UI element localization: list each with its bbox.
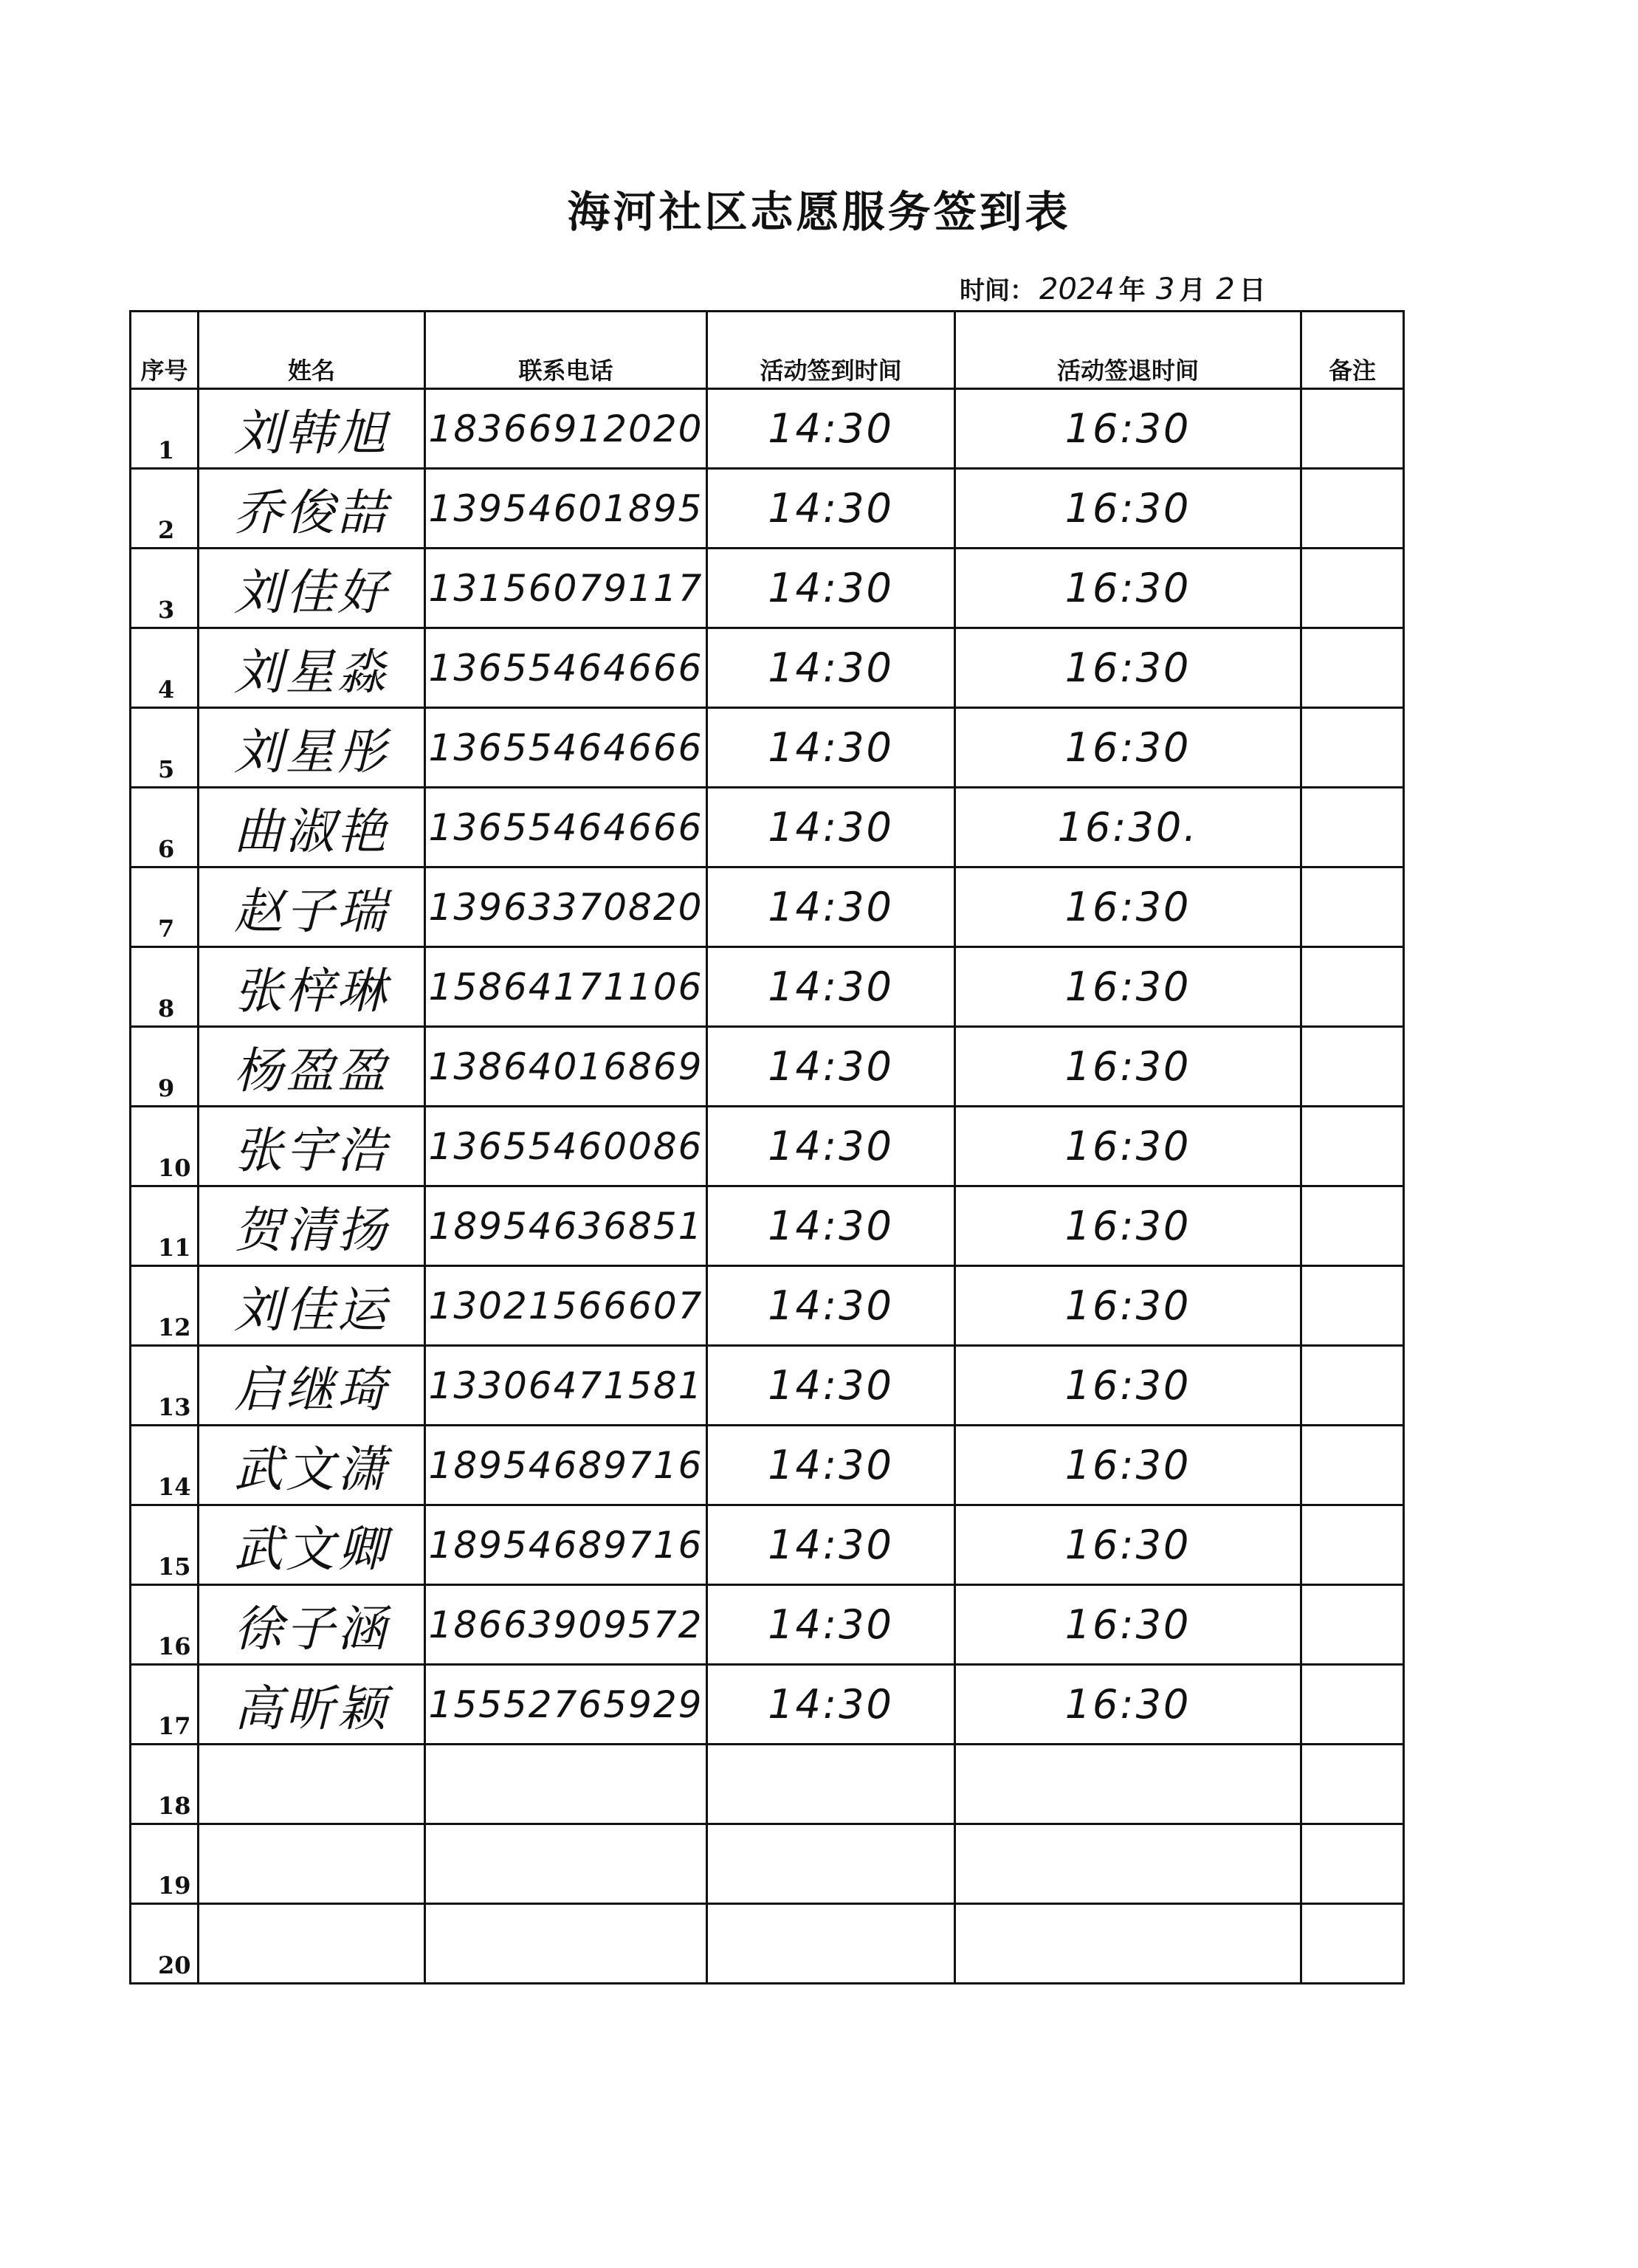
cell-phone: 13963370820 [428, 885, 703, 929]
cell-name-container [199, 389, 425, 469]
cell-note-container [1301, 1346, 1404, 1426]
cell-sign-out [956, 1751, 1300, 1817]
cell-name: 曲淑艳 [234, 803, 389, 860]
cell-seq: 15 [158, 1553, 191, 1581]
cell-note [1302, 635, 1403, 701]
cell-phone-container [425, 1186, 707, 1266]
header-phone: 联系电话 [425, 312, 707, 389]
cell-phone-container [425, 389, 707, 469]
cell-sign-out-container [955, 1745, 1301, 1824]
cell-seq-container [131, 1745, 199, 1824]
cell-phone-container [425, 469, 707, 549]
cell-phone-container [425, 1107, 707, 1186]
cell-sign-in: 14:30 [768, 884, 894, 930]
cell-phone-container [425, 1346, 707, 1426]
cell-sign-out: 16:30 [1064, 884, 1191, 930]
cell-seq: 19 [158, 1872, 191, 1900]
cell-sign-in-container [707, 1426, 955, 1505]
cell-seq-container [131, 549, 199, 628]
cell-name [199, 1831, 424, 1897]
cell-sign-out: 16:30 [1064, 1681, 1191, 1728]
cell-sign-in-container [707, 389, 955, 469]
cell-sign-out-container [955, 947, 1301, 1027]
table-row [131, 708, 1404, 788]
cell-phone-container [425, 1824, 707, 1904]
table-row [131, 1824, 1404, 1904]
cell-sign-in: 14:30 [768, 565, 894, 611]
cell-name: 启继琦 [234, 1361, 389, 1418]
cell-phone-container [425, 549, 707, 628]
cell-seq: 13 [158, 1393, 191, 1421]
date-line [960, 269, 1272, 307]
table-row [131, 1426, 1404, 1505]
cell-note [1302, 1831, 1403, 1897]
date-year-unit: 年 [1118, 275, 1146, 306]
cell-note-container [1301, 1665, 1404, 1745]
cell-note [1302, 1034, 1403, 1099]
cell-phone-container [425, 1904, 707, 1984]
cell-note-container [1301, 549, 1404, 628]
cell-sign-in-container [707, 1027, 955, 1107]
table-row [131, 1665, 1404, 1745]
cell-phone-container [425, 1426, 707, 1505]
cell-note [1302, 555, 1403, 621]
cell-sign-out [956, 1831, 1300, 1897]
page-title: 海河社区志愿服务签到表 [567, 187, 1071, 237]
table-row [131, 947, 1404, 1027]
cell-sign-in-container [707, 1346, 955, 1426]
cell-name: 张宇浩 [234, 1122, 389, 1179]
cell-name: 徐子涵 [234, 1601, 389, 1657]
cell-name: 武文卿 [234, 1521, 389, 1578]
cell-sign-out: 16:30 [1064, 963, 1191, 1010]
cell-sign-in: 14:30 [768, 1203, 894, 1249]
cell-sign-out-container [955, 1346, 1301, 1426]
cell-seq: 16 [158, 1632, 191, 1660]
cell-sign-in-container [707, 1107, 955, 1186]
cell-sign-out: 16:30 [1064, 485, 1191, 532]
cell-note [1302, 1193, 1403, 1259]
cell-phone: 13864016869 [428, 1045, 703, 1088]
cell-sign-out-container [955, 1824, 1301, 1904]
cell-note [1302, 1432, 1403, 1498]
cell-seq-container [131, 1346, 199, 1426]
cell-sign-in: 14:30 [768, 1442, 894, 1488]
cell-sign-in-container [707, 788, 955, 867]
cell-name [199, 1751, 424, 1817]
cell-note [1302, 874, 1403, 940]
date-day: 2 [1216, 272, 1235, 306]
table-row [131, 1904, 1404, 1984]
cell-seq-container [131, 1824, 199, 1904]
cell-sign-out-container [955, 1266, 1301, 1346]
cell-name: 武文潇 [234, 1441, 389, 1498]
cell-name-container [199, 469, 425, 549]
cell-seq: 11 [158, 1234, 191, 1262]
cell-phone-container [425, 1665, 707, 1745]
cell-sign-out: 16:30 [1064, 1203, 1191, 1249]
cell-phone-container [425, 788, 707, 867]
cell-note [1302, 1592, 1403, 1657]
cell-phone: 18663909572 [428, 1603, 703, 1646]
date-year: 2024 [1039, 272, 1115, 306]
cell-seq-container [131, 469, 199, 549]
date-label: 时间： [960, 276, 1035, 306]
cell-phone: 13655460086 [428, 1124, 703, 1168]
header-name: 姓名 [199, 312, 425, 389]
cell-seq: 3 [158, 596, 175, 624]
table-row [131, 628, 1404, 708]
cell-phone-container [425, 947, 707, 1027]
cell-sign-out [956, 1911, 1300, 1976]
cell-phone: 18954689716 [428, 1523, 703, 1567]
cell-seq: 20 [158, 1951, 191, 1979]
cell-sign-in-container [707, 628, 955, 708]
cell-sign-in: 14:30 [768, 1681, 894, 1728]
cell-name-container [199, 1027, 425, 1107]
cell-sign-in-container [707, 708, 955, 788]
cell-name: 高昕颖 [234, 1680, 389, 1737]
cell-seq-container [131, 1904, 199, 1984]
cell-sign-out: 16:30 [1064, 645, 1191, 691]
date-month: 3 [1155, 272, 1175, 306]
cell-sign-in: 14:30 [768, 1043, 894, 1090]
cell-note [1302, 954, 1403, 1020]
cell-note [1302, 396, 1403, 461]
cell-phone [426, 1911, 706, 1976]
cell-note-container [1301, 1027, 1404, 1107]
cell-sign-out-container [955, 1585, 1301, 1665]
cell-name: 杨盈盈 [234, 1042, 389, 1099]
date-day-unit: 日 [1239, 275, 1266, 306]
cell-seq-container [131, 788, 199, 867]
cell-name-container [199, 708, 425, 788]
cell-sign-out: 16:30 [1064, 1282, 1191, 1329]
table-row [131, 1505, 1404, 1585]
cell-note-container [1301, 1107, 1404, 1186]
cell-seq-container [131, 1107, 199, 1186]
cell-phone-container [425, 1027, 707, 1107]
cell-sign-out: 16:30 [1064, 1043, 1191, 1090]
cell-note-container [1301, 1266, 1404, 1346]
cell-note-container [1301, 1426, 1404, 1505]
cell-name-container [199, 1824, 425, 1904]
table-row [131, 1346, 1404, 1426]
date-month-unit: 月 [1179, 275, 1206, 306]
cell-sign-out-container [955, 628, 1301, 708]
cell-sign-in: 14:30 [768, 1362, 894, 1409]
cell-note-container [1301, 1824, 1404, 1904]
cell-sign-out-container [955, 788, 1301, 867]
cell-name: 刘星彤 [234, 724, 389, 780]
cell-phone [426, 1751, 706, 1817]
cell-name-container [199, 628, 425, 708]
cell-note-container [1301, 867, 1404, 947]
cell-sign-in: 14:30 [768, 724, 894, 771]
header-sign-in: 活动签到时间 [707, 312, 955, 389]
cell-phone: 13021566607 [428, 1284, 703, 1327]
cell-name: 贺清扬 [234, 1202, 389, 1259]
cell-sign-out: 16:30 [1064, 405, 1191, 452]
cell-phone: 15864171106 [428, 965, 703, 1008]
cell-seq: 1 [158, 436, 175, 464]
cell-seq: 12 [158, 1313, 191, 1341]
cell-name-container [199, 1505, 425, 1585]
cell-seq: 8 [158, 994, 175, 1023]
cell-sign-out-container [955, 1904, 1301, 1984]
cell-seq-container [131, 1186, 199, 1266]
cell-sign-out-container [955, 1027, 1301, 1107]
cell-sign-out: 16:30 [1064, 1442, 1191, 1488]
cell-seq-container [131, 1585, 199, 1665]
cell-note [1302, 1751, 1403, 1817]
cell-phone: 13655464666 [428, 726, 703, 769]
cell-name-container [199, 1266, 425, 1346]
cell-sign-in-container [707, 1745, 955, 1824]
cell-phone: 18366912020 [428, 407, 703, 450]
cell-note-container [1301, 708, 1404, 788]
cell-seq-container [131, 947, 199, 1027]
cell-sign-in: 14:30 [768, 405, 894, 452]
cell-note [1302, 1671, 1403, 1737]
cell-phone: 18954636851 [428, 1204, 703, 1248]
cell-seq: 7 [158, 915, 175, 943]
cell-seq-container [131, 867, 199, 947]
cell-sign-in: 14:30 [768, 1522, 894, 1568]
cell-phone: 13655464666 [428, 805, 703, 849]
cell-phone: 15552765929 [428, 1683, 703, 1726]
cell-sign-in: 14:30 [768, 1123, 894, 1169]
cell-sign-out-container [955, 867, 1301, 947]
cell-phone-container [425, 1585, 707, 1665]
cell-name-container [199, 549, 425, 628]
cell-sign-in-container [707, 1505, 955, 1585]
cell-sign-in: 14:30 [768, 645, 894, 691]
cell-name: 赵子瑞 [234, 883, 389, 940]
cell-name-container [199, 1426, 425, 1505]
cell-name-container [199, 1107, 425, 1186]
cell-sign-out: 16:30 [1064, 1522, 1191, 1568]
cell-name-container [199, 867, 425, 947]
cell-seq-container [131, 628, 199, 708]
cell-seq-container [131, 1505, 199, 1585]
table-row [131, 1585, 1404, 1665]
cell-name: 刘韩旭 [234, 405, 389, 461]
cell-name-container [199, 788, 425, 867]
cell-phone: 13306471581 [428, 1364, 703, 1407]
cell-note-container [1301, 1904, 1404, 1984]
cell-sign-out-container [955, 1665, 1301, 1745]
table-row [131, 1107, 1404, 1186]
cell-name-container [199, 1904, 425, 1984]
cell-note-container [1301, 1745, 1404, 1824]
cell-seq: 14 [158, 1473, 191, 1501]
cell-sign-in [708, 1751, 954, 1817]
cell-phone: 18954689716 [428, 1443, 703, 1487]
cell-seq: 6 [158, 835, 175, 863]
cell-sign-in-container [707, 1824, 955, 1904]
cell-sign-in-container [707, 947, 955, 1027]
cell-name-container [199, 1186, 425, 1266]
cell-note-container [1301, 1186, 1404, 1266]
cell-sign-out-container [955, 1186, 1301, 1266]
cell-seq: 17 [158, 1712, 191, 1740]
cell-note-container [1301, 469, 1404, 549]
cell-phone: 13156079117 [428, 566, 703, 610]
cell-note-container [1301, 1585, 1404, 1665]
cell-sign-in: 14:30 [768, 1282, 894, 1329]
cell-name-container [199, 1745, 425, 1824]
cell-seq-container [131, 1426, 199, 1505]
cell-phone-container [425, 1266, 707, 1346]
cell-sign-out: 16:30. [1057, 804, 1199, 850]
cell-sign-out-container [955, 549, 1301, 628]
cell-name: 乔俊喆 [234, 484, 389, 541]
table-row [131, 549, 1404, 628]
cell-name-container [199, 1346, 425, 1426]
cell-sign-in: 14:30 [768, 804, 894, 850]
cell-sign-out: 16:30 [1064, 724, 1191, 771]
cell-seq-container [131, 708, 199, 788]
table-row [131, 469, 1404, 549]
cell-sign-in: 14:30 [768, 1601, 894, 1648]
cell-name: 张梓琳 [234, 963, 389, 1020]
cell-seq: 18 [158, 1792, 191, 1820]
header-seq: 序号 [131, 312, 199, 389]
table-row [131, 1266, 1404, 1346]
cell-sign-out-container [955, 1505, 1301, 1585]
cell-seq: 4 [158, 676, 175, 704]
cell-sign-in [708, 1831, 954, 1897]
cell-seq-container [131, 1027, 199, 1107]
cell-seq: 10 [158, 1154, 191, 1182]
cell-sign-in-container [707, 867, 955, 947]
header-note: 备注 [1301, 312, 1404, 389]
cell-sign-out: 16:30 [1064, 565, 1191, 611]
cell-phone-container [425, 708, 707, 788]
cell-sign-out: 16:30 [1064, 1362, 1191, 1409]
cell-phone-container [425, 1505, 707, 1585]
header-sign-out: 活动签退时间 [955, 312, 1301, 389]
cell-name-container [199, 1585, 425, 1665]
table-row [131, 788, 1404, 867]
table-row [131, 867, 1404, 947]
cell-name [199, 1911, 424, 1976]
cell-phone [426, 1831, 706, 1897]
cell-phone-container [425, 628, 707, 708]
cell-name: 刘佳好 [234, 564, 389, 621]
cell-note-container [1301, 788, 1404, 867]
cell-note-container [1301, 389, 1404, 469]
cell-note-container [1301, 628, 1404, 708]
cell-seq: 5 [158, 755, 175, 783]
cell-phone-container [425, 1745, 707, 1824]
cell-seq-container [131, 389, 199, 469]
cell-seq-container [131, 1266, 199, 1346]
cell-note [1302, 1273, 1403, 1339]
signin-table [129, 310, 1405, 1984]
cell-name-container [199, 947, 425, 1027]
cell-sign-in-container [707, 1585, 955, 1665]
cell-name: 刘佳运 [234, 1282, 389, 1339]
cell-sign-in-container [707, 549, 955, 628]
table-row [131, 1186, 1404, 1266]
cell-sign-in-container [707, 1904, 955, 1984]
cell-phone: 13954601895 [428, 487, 703, 530]
cell-note [1302, 715, 1403, 780]
cell-sign-out-container [955, 469, 1301, 549]
cell-seq: 2 [158, 516, 175, 544]
cell-note-container [1301, 947, 1404, 1027]
table-row [131, 1027, 1404, 1107]
cell-name-container [199, 1665, 425, 1745]
cell-sign-out-container [955, 1426, 1301, 1505]
cell-sign-in-container [707, 1186, 955, 1266]
cell-name: 刘星淼 [234, 644, 389, 701]
cell-seq: 9 [158, 1074, 175, 1102]
cell-note [1302, 475, 1403, 541]
cell-sign-in: 14:30 [768, 485, 894, 532]
table-row [131, 1745, 1404, 1824]
cell-sign-in-container [707, 1665, 955, 1745]
cell-sign-out-container [955, 389, 1301, 469]
cell-sign-out: 16:30 [1064, 1123, 1191, 1169]
table-header-row [131, 312, 1404, 389]
cell-sign-in-container [707, 469, 955, 549]
cell-note [1302, 1911, 1403, 1976]
cell-sign-in: 14:30 [768, 963, 894, 1010]
cell-phone: 13655464666 [428, 646, 703, 690]
cell-note [1302, 1113, 1403, 1179]
cell-note [1302, 1512, 1403, 1578]
cell-sign-in [708, 1911, 954, 1976]
cell-sign-in-container [707, 1266, 955, 1346]
cell-seq-container [131, 1665, 199, 1745]
cell-note [1302, 794, 1403, 860]
cell-sign-out-container [955, 1107, 1301, 1186]
cell-phone-container [425, 867, 707, 947]
cell-sign-out: 16:30 [1064, 1601, 1191, 1648]
cell-note-container [1301, 1505, 1404, 1585]
cell-note [1302, 1353, 1403, 1418]
table-row [131, 389, 1404, 469]
cell-sign-out-container [955, 708, 1301, 788]
